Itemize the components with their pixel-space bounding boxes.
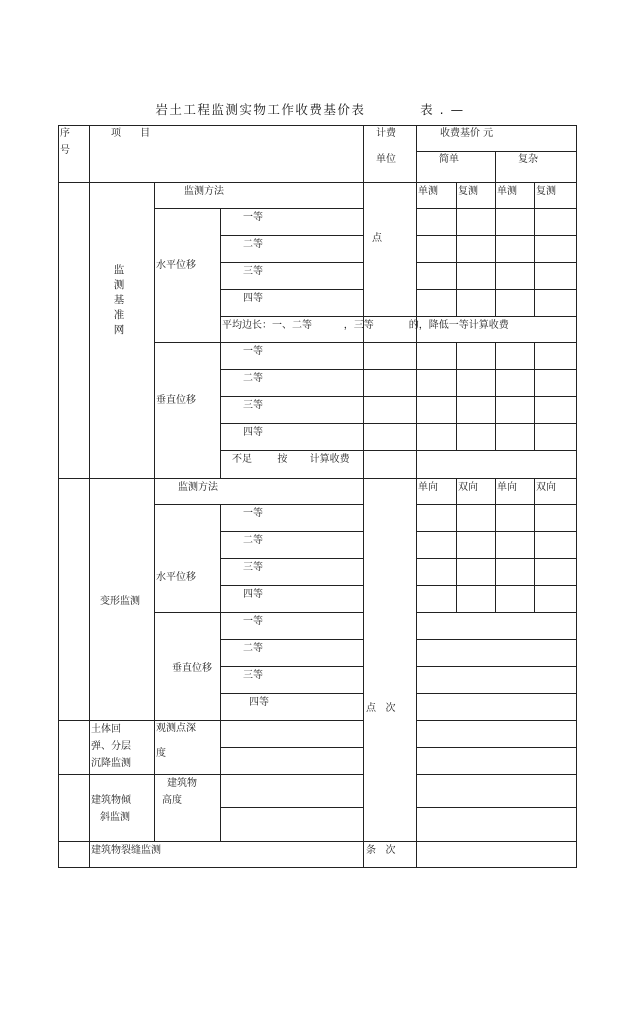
section1-v-grade-1: 一等	[243, 346, 263, 357]
section2-vertical-label: 垂直位移	[172, 663, 212, 674]
complex-header: 复杂	[518, 154, 538, 165]
depth-line-2: 度	[156, 748, 166, 759]
section1-v-grade-2: 二等	[243, 373, 263, 384]
rebound-line-2: 弹、分层	[91, 741, 131, 752]
rebound-line-3: 沉降监测	[91, 758, 131, 769]
section2-name: 变形监测	[100, 596, 140, 607]
unit-header-bottom: 单位	[376, 154, 396, 165]
section2-v-grade-4: 四等	[249, 697, 269, 708]
section1-note-avg-side: 平均边长：一、二等 ，三等 的，降低一等计算收费	[222, 320, 509, 331]
rebound-line-1: 土体回	[91, 724, 121, 735]
section1-h-grade-2: 二等	[243, 239, 263, 250]
section1-col-1: 单测	[418, 186, 438, 197]
unit-header-top: 计费	[376, 128, 396, 139]
building-height-label	[162, 775, 197, 809]
section1-v-grade-4: 四等	[243, 427, 263, 438]
crack-unit: 条 次	[366, 845, 396, 856]
section1-method: 监测方法	[184, 186, 224, 197]
section1-h-grade-4: 四等	[243, 293, 263, 304]
section2-method: 监测方法	[178, 482, 218, 493]
section1-col-2: 复测	[458, 186, 478, 197]
tilt-monitoring-label	[91, 792, 131, 826]
page-title: 岩土工程监测实物工作收费基价表 表 . —	[155, 102, 465, 117]
section2-horizontal-label: 水平位移	[156, 572, 196, 583]
section2-h-grade-3: 三等	[243, 562, 263, 573]
section2-v-grade-3: 三等	[243, 670, 263, 681]
section2-col-3: 单向	[497, 482, 517, 493]
section1-col-3: 单测	[497, 186, 517, 197]
section1-v-grade-3: 三等	[243, 400, 263, 411]
section2-h-grade-1: 一等	[243, 508, 263, 519]
section1-name: 监测基准网	[113, 264, 125, 336]
section2-col-2: 双向	[458, 482, 478, 493]
section1-unit: 点	[372, 233, 382, 244]
rebound-monitoring-label	[91, 721, 131, 772]
seq-header-2: 号	[60, 145, 70, 156]
section2-unit: 点 次	[366, 703, 396, 714]
tilt-line-2: 斜监测	[100, 812, 130, 823]
depth-line-1: 观测点深	[156, 723, 196, 734]
item-header: 项 目	[111, 128, 151, 139]
section2-h-grade-2: 二等	[243, 535, 263, 546]
height-line-1: 建筑物	[167, 778, 197, 789]
seq-header: 序	[60, 128, 70, 139]
section1-vertical-label: 垂直位移	[156, 395, 196, 406]
section1-note-insufficient: 不足 按 计算收费	[232, 454, 350, 465]
section1-h-grade-3: 三等	[243, 266, 263, 277]
section1-col-4: 复测	[536, 186, 556, 197]
crack-monitoring-label: 建筑物裂缝监测	[91, 845, 161, 856]
section1-horizontal-label: 水平位移	[156, 260, 196, 271]
section2-h-grade-4: 四等	[243, 589, 263, 600]
section1-h-grade-1: 一等	[243, 212, 263, 223]
price-header: 收费基价 元	[440, 128, 494, 139]
tilt-line-1: 建筑物倾	[91, 795, 131, 806]
section2-col-1: 单向	[418, 482, 438, 493]
section2-v-grade-1: 一等	[243, 616, 263, 627]
section2-v-grade-2: 二等	[243, 643, 263, 654]
point-depth-label	[156, 720, 196, 762]
height-line-2: 高度	[162, 795, 182, 806]
simple-header: 简单	[439, 154, 459, 165]
section2-col-4: 双向	[536, 482, 556, 493]
